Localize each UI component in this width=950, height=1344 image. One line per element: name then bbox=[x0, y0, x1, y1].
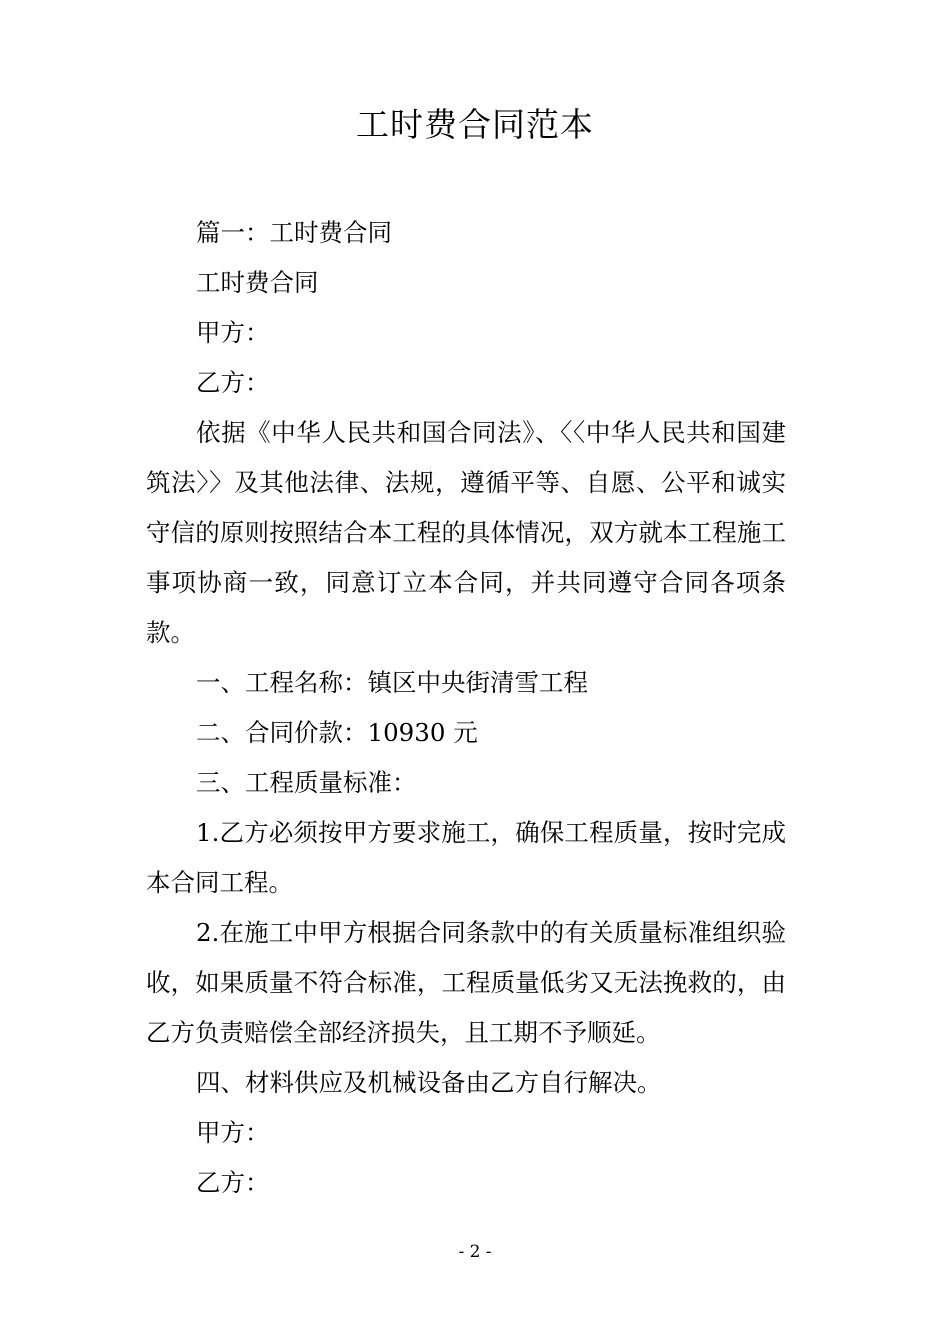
page-number: - 2 - bbox=[458, 1242, 492, 1262]
quality-item-2: 2.在施工中甲方根据合同条款中的有关质量标准组织验收，如果质量不符合标准，工程质量低劣又无法挽救的，由乙方负责赔偿全部经济损失，且工期不予顺延。 bbox=[146, 918, 786, 1047]
document-title: 工时费合同范本 bbox=[356, 105, 594, 144]
document-body bbox=[146, 208, 786, 1208]
materials-clause: 四、材料供应及机械设备由乙方自行解决。 bbox=[196, 1068, 662, 1097]
contract-price-clause: 二、合同价款：10930 元 bbox=[196, 718, 478, 747]
party-b-label: 乙方： bbox=[196, 368, 270, 397]
party-a-label: 甲方： bbox=[196, 318, 270, 347]
section-heading: 篇一：工时费合同 bbox=[196, 218, 392, 247]
project-name-clause: 一、工程名称：镇区中央街清雪工程 bbox=[196, 668, 588, 697]
quality-standard-heading: 三、工程质量标准： bbox=[196, 768, 417, 797]
party-b-signature-label: 乙方： bbox=[196, 1168, 270, 1197]
party-a-signature-label: 甲方： bbox=[196, 1118, 270, 1147]
preamble-paragraph: 依据《中华人民共和国合同法》、〈〈中华人民共和国建筑法〉〉及其他法律、法规，遵循平等、自愿、公平和诚实守信的原则按照结合本工程的具体情况，双方就本工程施工事项协商一致，同意订立本合同，并共同遵守合同各项条款。 bbox=[146, 418, 786, 647]
quality-item-1: 1.乙方必须按甲方要求施工，确保工程质量，按时完成本合同工程。 bbox=[146, 818, 786, 897]
contract-title: 工时费合同 bbox=[196, 268, 319, 297]
